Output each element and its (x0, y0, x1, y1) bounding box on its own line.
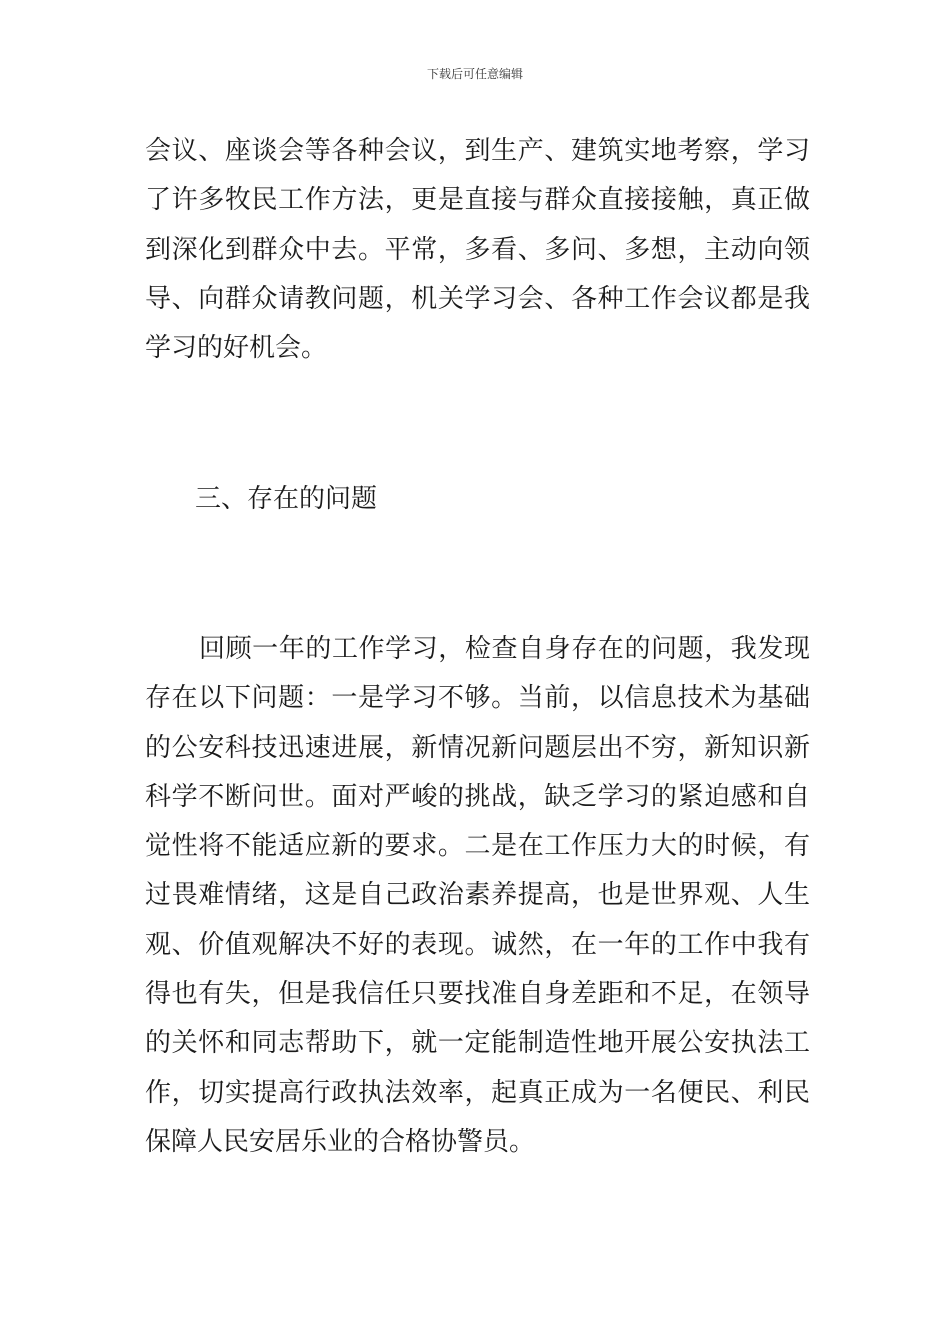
text-line: 存在以下问题：一是学习不够。当前，以信息技术为基础 (145, 683, 810, 714)
text-line: 的公安科技迅速进展，新情况新问题层出不穷，新知识新 (145, 732, 810, 763)
text-line: 过畏难情绪，这是自己政治素养提高，也是世界观、人生 (145, 880, 810, 911)
text-line: 导、向群众请教问题，机关学习会、各种工作会议都是我 (145, 283, 810, 314)
download-note: 下载后可任意编辑 (426, 67, 523, 81)
text-line: 的关怀和同志帮助下，就一定能制造性地开展公安执法工 (145, 1028, 810, 1059)
section-heading: 三、存在的问题 (195, 484, 378, 514)
text-line: 到深化到群众中去。平常，多看、多问、多想，主动向领 (145, 234, 810, 265)
paragraph-2 (145, 625, 810, 1167)
text-line: 回顾一年的工作学习，检查自身存在的问题，我发现 (199, 634, 810, 664)
text-line: 得也有失，但是我信任只要找准自身差距和不足，在领导 (145, 979, 810, 1010)
text-line: 觉性将不能适应新的要求。二是在工作压力大的时候，有 (145, 831, 810, 862)
text-line: 作，切实提高行政执法效率，起真正成为一名便民、利民 (145, 1077, 810, 1108)
text-line: 科学不断问世。面对严峻的挑战，缺乏学习的紧迫感和自 (145, 781, 810, 812)
text-line: 会议、座谈会等各种会议，到生产、建筑实地考察，学习 (145, 136, 810, 166)
text-line: 保障人民安居乐业的合格协警员。 (145, 1126, 536, 1157)
text-line: 学习的好机会。 (145, 333, 328, 364)
text-line: 观、价值观解决不好的表现。诚然，在一年的工作中我有 (145, 929, 810, 960)
text-line: 了许多牧民工作方法，更是直接与群众直接接触，真正做 (145, 185, 810, 216)
paragraph-1 (145, 127, 810, 373)
